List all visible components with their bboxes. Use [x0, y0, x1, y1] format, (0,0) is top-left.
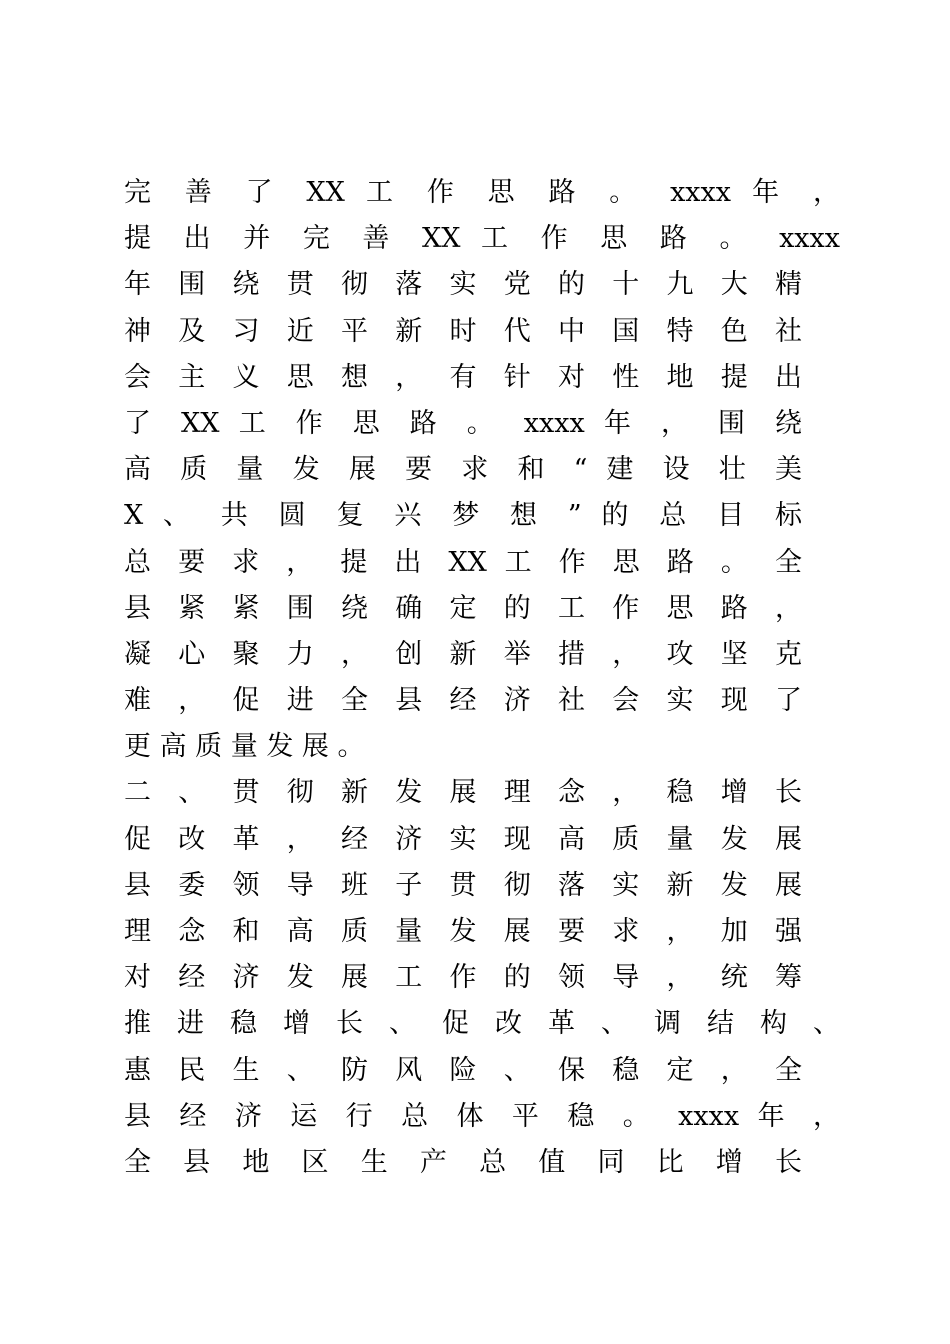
text-line-7: 高 质 量 发 展 要 求 和 “ 建 设 壮 美 — [124, 454, 802, 486]
text-line-19: 推 进 稳 增 长 、 促 改 革 、 调 结 构 、 — [124, 1008, 840, 1040]
text-line-17: 理 念 和 高 质 量 发 展 要 求 ， 加 强 — [124, 916, 802, 947]
text-line-2: 提 出 并 完 善 XX 工 作 思 路 。 xxxx — [124, 223, 840, 255]
text-line-3: 年 围 绕 贯 彻 落 实 党 的 十 九 大 精 — [124, 269, 802, 301]
section-heading-2-line-1: 二 、 贯 彻 新 发 展 理 念 ， 稳 增 长 — [124, 777, 802, 809]
text-line-16: 县 委 领 导 班 子 贯 彻 落 实 新 发 展 — [124, 869, 802, 901]
text-line-18: 对 经 济 发 展 工 作 的 领 导 ， 统 筹 — [124, 962, 802, 994]
text-line-9: 总 要 求 ， 提 出 XX 工 作 思 路 。 全 — [124, 546, 802, 578]
text-line-20: 惠 民 生 、 防 风 险 、 保 稳 定 ， 全 — [124, 1054, 802, 1086]
text-line-11: 凝 心 聚 力 ， 创 新 举 措 ， 攻 坚 克 — [124, 638, 802, 670]
text-line-8: X 、 共 圆 复 兴 梦 想 ” 的 总 目 标 — [124, 500, 802, 532]
text-line-6: 了 XX 工 作 思 路 。 xxxx 年 ， 围 绕 — [124, 407, 802, 439]
body-text — [124, 170, 840, 1186]
section-heading-2-line-2: 促 改 革 ， 经 济 实 现 高 质 量 发 展 — [124, 823, 802, 855]
text-line-1: 完 善 了 XX 工 作 思 路 。 xxxx 年 ， — [124, 177, 840, 208]
text-line-21: 县 经 济 运 行 总 体 平 稳 。 xxxx 年 ， — [124, 1100, 840, 1132]
text-line-4: 神 及 习 近 平 新 时 代 中 国 特 色 社 — [124, 315, 802, 347]
text-line-10: 县 紧 紧 围 绕 确 定 的 工 作 思 路 ， — [124, 592, 802, 624]
text-line-22: 全 县 地 区 生 产 总 值 同 比 增 长 — [124, 1146, 802, 1178]
text-line-12: 难 ， 促 进 全 县 经 济 社 会 实 现 了 — [124, 685, 802, 717]
text-line-13: 更 高 质 量 发 展 。 — [124, 731, 365, 763]
text-line-5: 会 主 义 思 想 ， 有 针 对 性 地 提 出 — [124, 361, 802, 393]
